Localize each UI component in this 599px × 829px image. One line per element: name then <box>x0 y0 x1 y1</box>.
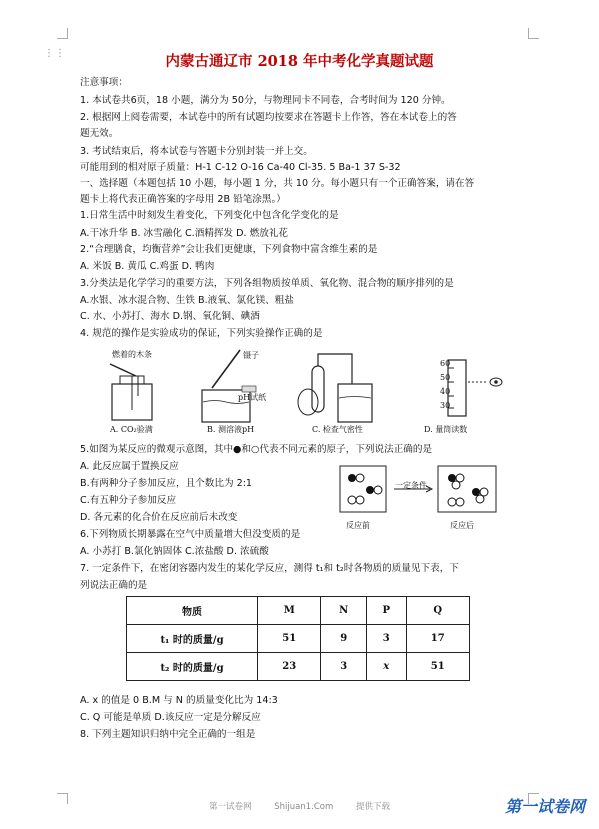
table-cell: 51 <box>258 625 321 653</box>
text-line: 5.如图为某反应的微观示意图，其中●和○代表不同元素的原子，下列说法正确的是 <box>80 444 433 455</box>
page-corner-mark <box>528 28 539 39</box>
reaction-condition: 一定条件 <box>395 481 427 490</box>
cylinder-tick: 50 <box>440 373 451 382</box>
cylinder-tick: 60 <box>440 359 451 368</box>
test-tube-diagram <box>298 354 372 422</box>
figure-caption-d: D. 量筒读数 <box>424 425 468 434</box>
text-line: 可能用到的相对原子质量：H-1 C-12 O-16 Ca-40 Cl-35. 5 Ba-1 37 S-32 <box>80 162 401 173</box>
figure-caption-b: B. 测溶液pH <box>207 425 255 434</box>
reaction-before-label: 反应前 <box>346 521 370 530</box>
text-line: 注意事项： <box>80 77 128 88</box>
text-line: A. 此反应属于置换反应 <box>80 461 179 472</box>
table-cell: 3 <box>321 653 367 681</box>
page-corner-mark <box>57 28 68 39</box>
gas-bottle-diagram <box>110 364 152 420</box>
text-line: A. 小苏打 B.氯化钠固体 C.浓盐酸 D. 浓硫酸 <box>80 546 269 557</box>
text-line: B.有两种分子参加反应，且个数比为 2:1 <box>80 478 253 489</box>
figure-caption-c: C. 检查气密性 <box>312 425 363 434</box>
brand-logo: 第一试卷网 <box>504 797 585 816</box>
table-header-cell: 物质 <box>127 597 258 625</box>
text-line: 一、选择题（本题包括 10 小题，每小题 1 分，共 10 分。每小题只有一个正确答案，请在答 <box>80 178 475 189</box>
q7-mass-table <box>126 596 470 681</box>
text-line: 6.下列物质长期暴露在空气中质量增大但没变质的是 <box>80 529 301 540</box>
text-line: 1.日常生活中时刻发生着变化，下列变化中包含化学变化的是 <box>80 210 339 221</box>
cylinder-tick: 40 <box>440 387 451 396</box>
text-line: 3.分类法是化学学习的重要方法，下列各组物质按单质、氧化物、混合物的顺序排列的是 <box>80 278 454 289</box>
page-title: 内蒙古通辽市 2018 年中考化学真题试题 <box>165 53 434 70</box>
text-line: C. 水、小苏打、海水 D.钢、氧化铜、碘酒 <box>80 311 260 322</box>
text-line: 7. 一定条件下，在密闭容器内发生的某化学反应，测得 t₁和 t₂时各物质的质量见下表，下 <box>80 563 459 574</box>
figure-label: pH试纸 <box>238 393 267 402</box>
table-cell: 9 <box>321 625 367 653</box>
table-cell: t₂ 时的质量/g <box>127 653 258 681</box>
table-header-cell: N <box>321 597 367 625</box>
graduated-cylinder-diagram <box>448 360 502 416</box>
table-cell: x <box>367 653 407 681</box>
table-header-cell: P <box>367 597 407 625</box>
text-line: 2. 根据网上阅卷需要，本试卷中的所有试题均按要求在答题卡上作答，答在本试卷上的答 <box>80 112 457 123</box>
text-line: C. Q 可能是单质 D.该反应一定是分解反应 <box>80 712 261 723</box>
table-cell: 23 <box>258 653 321 681</box>
figure-label: 镊子 <box>243 351 259 360</box>
footer-site-name: 第一试卷网 <box>209 802 252 812</box>
move-handle-icon[interactable]: ⋮⋮ <box>44 48 66 59</box>
text-line: A. 米饭 B. 黄瓜 C.鸡蛋 D. 鸭肉 <box>80 261 215 272</box>
text-line: A.水银、冰水混合物、生铁 B.液氧、氯化镁、粗盐 <box>80 295 294 306</box>
text-line: 列说法正确的是 <box>80 580 148 591</box>
footer-site-url[interactable]: Shijuan1.Com <box>274 802 334 812</box>
text-line: 3. 考试结束后，将本试卷与答题卡分别封装一并上交。 <box>80 146 313 157</box>
figure-caption-a: A. CO₂验满 <box>110 425 153 434</box>
table-cell: t₁ 时的质量/g <box>127 625 258 653</box>
footer-download-text: 提供下载 <box>355 802 390 812</box>
text-line: D. 各元素的化合价在反应前后未改变 <box>80 512 238 523</box>
text-line: A.干冰升华 B. 冰雪融化 C.酒精挥发 D. 燃放礼花 <box>80 228 289 239</box>
table-header-row <box>127 597 470 625</box>
text-line: A. x 的值是 0 B.M 与 N 的质量变化比为 14:3 <box>80 695 278 706</box>
table-row <box>127 625 470 653</box>
cylinder-tick: 30 <box>440 401 451 410</box>
reaction-after-label: 反应后 <box>450 521 474 530</box>
text-line: 1. 本试卷共6页，18 小题，满分为 50分，与物理同卡不同卷，合考时间为 120 分钟。 <box>80 95 451 106</box>
text-line: 4. 规范的操作是实验成功的保证，下列实验操作正确的是 <box>80 328 323 339</box>
table-header-cell: M <box>258 597 321 625</box>
table-cell: 3 <box>367 625 407 653</box>
figure-label: 燃着的木条 <box>112 350 152 359</box>
text-line: 题无效。 <box>80 128 119 139</box>
table-cell: 17 <box>406 625 470 653</box>
text-line: 2.“合理膳食，均衡营养”会让我们更健康，下列食物中富含维生素的是 <box>80 244 378 255</box>
table-cell: 51 <box>406 653 470 681</box>
table-header-cell: Q <box>406 597 470 625</box>
q5-reaction-figure <box>338 462 510 528</box>
text-line: 题卡上将代表正确答案的字母用 2B 铅笔涂黑。） <box>80 194 286 205</box>
table-row <box>127 653 470 681</box>
text-line: 8. 下列主题知识归纳中完全正确的一组是 <box>80 729 256 740</box>
text-line: C.有五种分子参加反应 <box>80 495 177 506</box>
